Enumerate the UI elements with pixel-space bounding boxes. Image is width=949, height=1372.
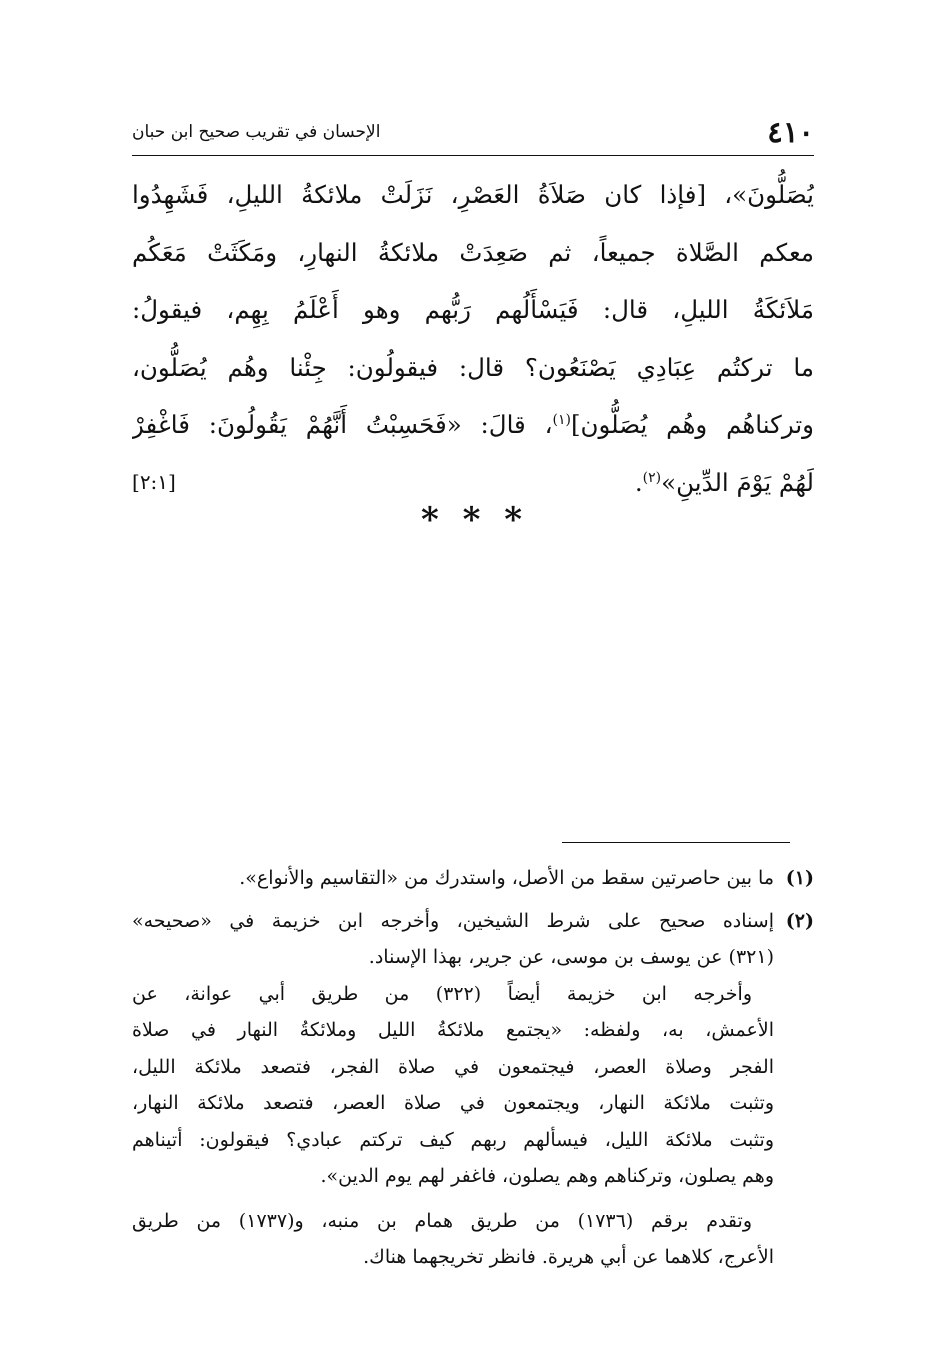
footnote-line [132, 903, 814, 940]
body-line-part: . [634, 467, 643, 497]
footnote-line: (٣٢١) عن يوسف بن موسى، عن جرير، بهذا الإسناد. [368, 946, 774, 968]
page-header [132, 112, 814, 152]
body-line: مَلاَئكَةُ الليلِ، قال: فَيَسْأَلُهم رَبُّهم وهو أَعْلَمُ بِهِم، فيقولُ: [132, 295, 814, 324]
section-separator: * * * [420, 500, 528, 540]
footnote-line: الفجر وصلاة العصر، فيجتمعون في صلاة الفجر، فتصعد ملائكة الليل، [132, 1055, 774, 1078]
body-line: يُصَلُّونَ»، [فإذا كان صَلاَةُ العَصْرِ، نَزَلَتْ ملائكةُ الليلِ، فَشَهِدُوا [132, 180, 814, 209]
footnotes [132, 860, 814, 1276]
footnote-line: وتثبت ملائكة الليل، فيسألهم ربهم كيف تركتم عبادي؟ فيقولون: أتيناهم [132, 1128, 774, 1151]
footnote-line: وأخرجه ابن خزيمة أيضاً (٣٢٢) من طريق أبي عوانة، عن [132, 982, 752, 1005]
body-line-part: ، قالَ: «فَحَسِبْتُ أَنَّهُمْ يَقُولُونَ: فَاغْفِرْ [132, 410, 553, 439]
footnote-line: وهم يصلون، وتركناهم وهم يصلون، فاغفر لهم يوم الدين». [320, 1165, 774, 1187]
body-line-part: وتركناهُم وهُم يُصَلُّون] [570, 410, 814, 439]
footnote-text: ما بين حاصرتين سقط من الأصل، واستدرك من «التقاسيم والأنواع». [239, 867, 774, 889]
footnote-marker-2[interactable]: (٢) [642, 469, 662, 486]
hadith-reference: [٢:١] [132, 469, 176, 494]
running-title: الإحسان في تقريب صحيح ابن حبان [132, 122, 381, 142]
footnote-rule [562, 842, 790, 843]
footnote-line: الأعمش، به، ولفظه: «يجتمع ملائكةُ الليل وملائكةُ النهار في صلاة [132, 1019, 774, 1041]
body-line [132, 396, 814, 454]
page-number: ٤١٠ [767, 115, 814, 149]
body-line: ما تركتُم عِبَادِي يَصْنَعُون؟ قال: فيقولُون: جِئْنا وهُم يُصَلُّون، [132, 352, 814, 382]
body-line: معكم الصَّلاة جميعاً، ثم صَعِدَتْ ملائكةُ النهارِ، ومَكَثَتْ مَعَكُم [132, 237, 814, 267]
header-rule [132, 155, 814, 156]
footnote-number: (١) [785, 867, 814, 889]
footnote-line: وتقدم برقم (١٧٣٦) من طريق همام بن منبه، و(١٧٣٧) من طريق [132, 1209, 752, 1232]
footnote-line: الأعرج، كلاهما عن أبي هريرة. فانظر تخريجهما هناك. [363, 1246, 774, 1268]
footnote-line: وتثبت ملائكة النهار، ويجتمعون في صلاة العصر، فتصعد ملائكة النهار، [132, 1092, 774, 1114]
footnote-marker-1[interactable]: (١) [552, 411, 571, 428]
main-text [132, 166, 814, 511]
footnote-1 [132, 860, 814, 897]
footnote-number: (٢) [785, 909, 814, 932]
footnote-2 [132, 903, 814, 1276]
spacer [132, 1195, 814, 1203]
footnote-text: إسناده صحيح على شرط الشيخين، وأخرجه ابن خزيمة في «صحيحه» [132, 909, 774, 932]
body-line-part: لَهُمْ يَوْمَ الدِّينِ» [661, 467, 814, 497]
footnote-line [132, 860, 814, 897]
